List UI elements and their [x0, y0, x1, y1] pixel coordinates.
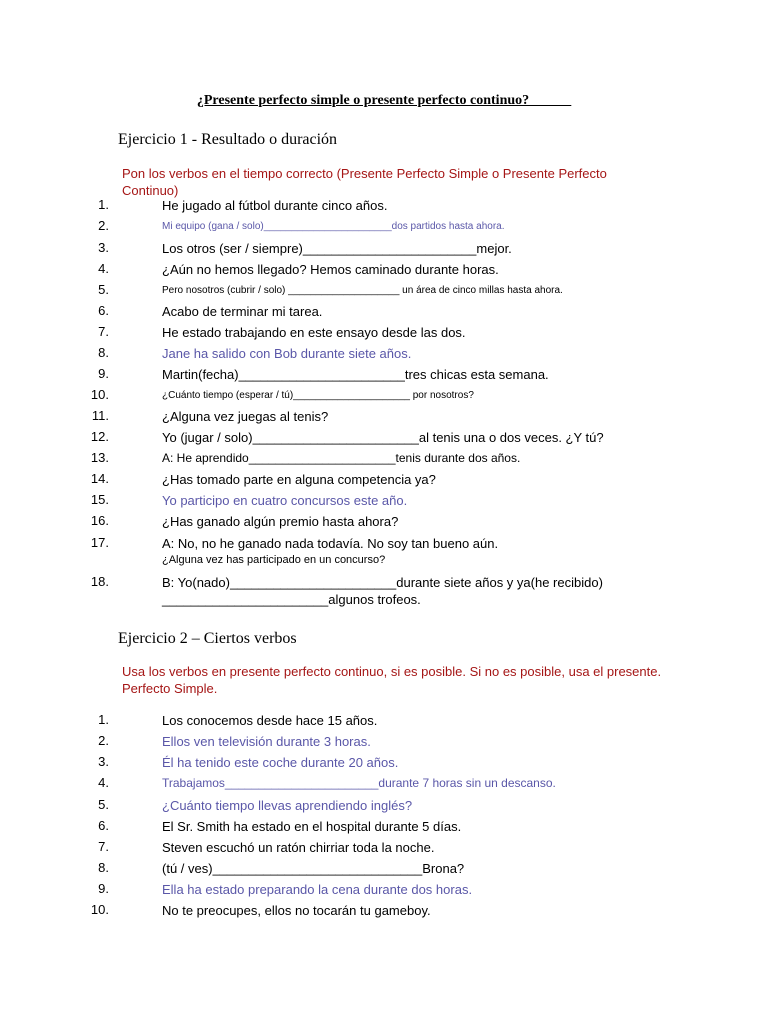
item-number: 13.: [90, 450, 109, 465]
item-subtext: ¿Alguna vez has participado en un concurso?: [162, 554, 386, 566]
item-number: 9.: [98, 366, 109, 381]
item-number: 18.: [90, 574, 109, 589]
item-text: Trabajamos_______________________durante 7 horas sin un descanso.: [162, 776, 556, 790]
item-text: ¿Cuánto tiempo (esperar / tú)_____________________ por nosotros?: [162, 390, 474, 401]
item-number: 5.: [98, 282, 109, 297]
item-number: 8.: [98, 345, 109, 360]
item-number: 12.: [90, 429, 109, 444]
item-number: 1.: [98, 197, 109, 212]
item-number: 10.: [90, 387, 109, 402]
item-number: 7.: [98, 839, 109, 854]
item-number: 1.: [98, 712, 109, 727]
item-number: 4.: [98, 775, 109, 790]
item-number: 16.: [90, 513, 109, 528]
item-text: Él ha tenido este coche durante 20 años.: [162, 755, 399, 770]
item-number: 9.: [98, 881, 109, 896]
exercise2-heading: Ejercicio 2 – Ciertos verbos: [118, 630, 297, 647]
item-text: Yo participo en cuatro concursos este año.: [162, 493, 408, 508]
item-number: 8.: [98, 860, 109, 875]
item-text: Jane ha salido con Bob durante siete años.: [162, 346, 412, 361]
exercise2-instruction: Usa los verbos en presente perfecto continuo, si es posible. Si no es posible, usa el presente. Perfecto Simple.: [122, 664, 662, 696]
item-text: ¿Has ganado algún premio hasta ahora?: [162, 514, 399, 529]
item-number: 10.: [90, 902, 109, 917]
item-text: He jugado al fútbol durante cinco años.: [162, 198, 388, 213]
item-text: No te preocupes, ellos no tocarán tu gameboy.: [162, 903, 431, 918]
item-number: 5.: [98, 797, 109, 812]
item-text: ¿Cuánto tiempo llevas aprendiendo inglés?: [162, 798, 413, 813]
item-text: A: No, no he ganado nada todavía. No soy tan bueno aún.: [162, 536, 499, 551]
item-number: 17.: [90, 535, 109, 550]
item-text-group: [162, 574, 603, 608]
item-text: El Sr. Smith ha estado en el hospital durante 5 días.: [162, 819, 462, 834]
item-number: 3.: [98, 754, 109, 769]
item-text: Los otros (ser / siempre)________________________mejor.: [162, 241, 512, 256]
exercise1-heading: Ejercicio 1 - Resultado o duración: [118, 131, 338, 148]
item-text: A: He aprendido______________________tenis durante dos años.: [162, 451, 521, 465]
item-number: 7.: [98, 324, 109, 339]
item-number: 6.: [98, 303, 109, 318]
item-text: B: Yo(nado)_______________________durante siete años y ya(he recibido): [162, 575, 603, 590]
item-number: 11.: [91, 408, 109, 423]
item-text-group: [162, 535, 498, 569]
item-text: Martin(fecha)_______________________tres chicas esta semana.: [162, 367, 549, 382]
item-text: ¿Alguna vez juegas al tenis?: [162, 409, 329, 424]
item-number: 2.: [98, 733, 109, 748]
item-text: ¿Has tomado parte en alguna competencia ya?: [162, 472, 436, 487]
page-title: ¿Presente perfecto simple o presente perfecto continuo?______: [196, 93, 572, 108]
item-number: 14.: [90, 471, 109, 486]
item-number: 15.: [90, 492, 109, 507]
item-text: Mi equipo (gana / solo)_______________________dos partidos hasta ahora.: [162, 221, 505, 232]
item-text: Yo (jugar / solo)_______________________al tenis una o dos veces. ¿Y tú?: [162, 430, 604, 445]
item-text: (tú / ves)_____________________________Brona?: [162, 861, 465, 876]
item-subtext: _______________________algunos trofeos.: [162, 592, 421, 607]
item-text: Los conocemos desde hace 15 años.: [162, 713, 378, 728]
item-text: Steven escuchó un ratón chirriar toda la noche.: [162, 840, 435, 855]
item-number: 3.: [98, 240, 109, 255]
item-text: ¿Aún no hemos llegado? Hemos caminado durante horas.: [162, 262, 499, 277]
item-number: 6.: [98, 818, 109, 833]
item-text: He estado trabajando en este ensayo desde las dos.: [162, 325, 466, 340]
item-text: Pero nosotros (cubrir / solo) ____________________ un área de cinco millas hasta ahora.: [162, 285, 563, 296]
item-text: Acabo de terminar mi tarea.: [162, 304, 323, 319]
item-text: Ella ha estado preparando la cena durante dos horas.: [162, 882, 473, 897]
item-number: 2.: [98, 218, 109, 233]
exercise1-instruction: Pon los verbos en el tiempo correcto (Presente Perfecto Simple o Presente Perfecto Continuo): [122, 166, 607, 198]
item-number: 4.: [98, 261, 109, 276]
item-text: Ellos ven televisión durante 3 horas.: [162, 734, 371, 749]
